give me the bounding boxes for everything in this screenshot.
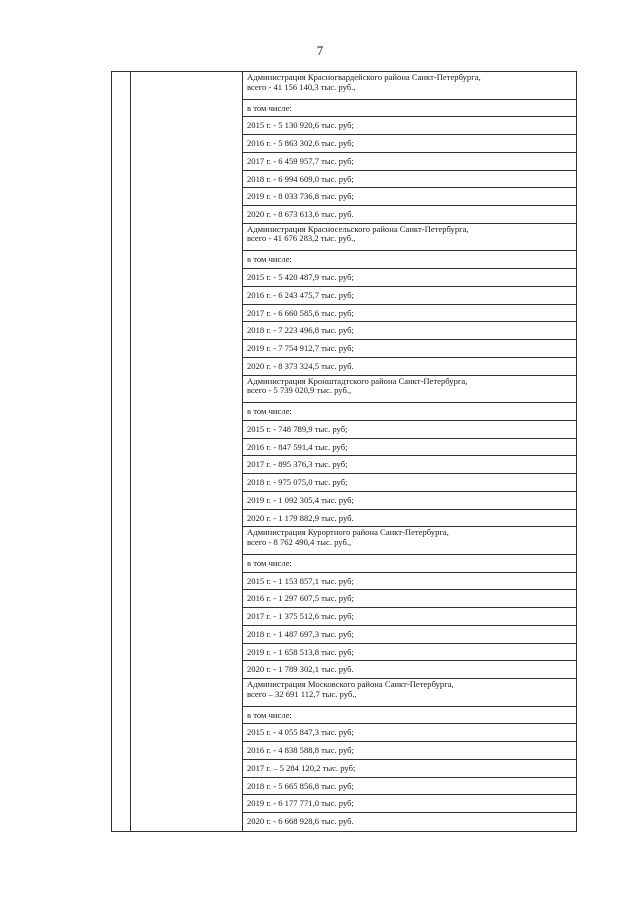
page-number: 7: [316, 43, 324, 58]
row-text: в том числе:: [247, 406, 292, 417]
table-row: [243, 421, 576, 439]
table-row: [243, 707, 576, 725]
table-rows: [243, 72, 576, 831]
row-text: в том числе:: [247, 557, 292, 568]
row-text: 2019 г. - 6 177 771,0 тыс. руб;: [247, 798, 354, 809]
table-row: [243, 403, 576, 421]
table-row: [243, 795, 576, 813]
row-text: 2015 г. - 5 420 487,9 тыс. руб;: [247, 272, 354, 283]
table-row: [243, 358, 576, 376]
row-text: 2018 г. - 7 223 496,8 тыс. руб;: [247, 325, 354, 336]
row-text: Администрация Московского района Санкт-Петербурга,: [247, 679, 454, 690]
row-text: всего - 8 762 490,4 тыс. руб.,: [247, 536, 352, 547]
table-row: [243, 555, 576, 573]
row-text: 2017 г. - 6 459 957,7 тыс. руб;: [247, 155, 354, 166]
row-text: 2018 г. - 975 075,0 тыс. руб;: [247, 477, 348, 488]
row-text: Администрация Красносельского района Санкт-Петербурга,: [247, 223, 469, 234]
table-row-heading: [243, 376, 576, 404]
table-row: [243, 813, 576, 831]
table-row: [243, 287, 576, 305]
table-row: [243, 626, 576, 644]
table-row-heading: [243, 527, 576, 555]
row-text: 2017 г. - 1 375 512,6 тыс. руб;: [247, 611, 354, 622]
row-text: всего - 5 739 020,9 тыс. руб.,: [247, 385, 352, 396]
row-text: всего - 41 156 140,3 тыс. руб.,: [247, 81, 356, 92]
row-text: 2020 г. - 8 373 324,5 тыс. руб.: [247, 360, 354, 371]
table-row: [243, 135, 576, 153]
table-row: [243, 188, 576, 206]
column-divider-1: [130, 72, 131, 831]
row-text: Администрация Курортного района Санкт-Петербурга,: [247, 527, 449, 538]
row-text: 2015 г. - 5 130 920,6 тыс. руб;: [247, 120, 354, 131]
table-row-heading: [243, 72, 576, 100]
table-row: [243, 590, 576, 608]
row-text: Администрация Кронштадтского района Санкт-Петербурга,: [247, 375, 468, 386]
row-text: в том числе:: [247, 709, 292, 720]
row-text: 2020 г. - 6 668 928,6 тыс. руб.: [247, 816, 354, 827]
table-row: [243, 644, 576, 662]
row-text: в том числе:: [247, 102, 292, 113]
table-row: [243, 171, 576, 189]
table-row: [243, 778, 576, 796]
table-row: [243, 206, 576, 224]
row-text: всего - 41 676 283,2 тыс. руб.,: [247, 233, 356, 244]
row-text: Администрация Красногвардейского района Санкт-Петербурга,: [247, 72, 481, 82]
row-text: 2015 г. - 1 153 857,1 тыс. руб;: [247, 575, 354, 586]
row-text: в том числе:: [247, 254, 292, 265]
table-row: [243, 492, 576, 510]
row-text: 2019 г. - 7 754 912,7 тыс. руб;: [247, 343, 354, 354]
row-text: 2020 г. - 1 179 882,9 тыс. руб.: [247, 512, 354, 523]
row-text: 2017 г. - 895 376,3 тыс. руб;: [247, 459, 348, 470]
row-text: 2017 г. - 6 660 585,6 тыс. руб;: [247, 307, 354, 318]
table-row: [243, 760, 576, 778]
table-row: [243, 153, 576, 171]
row-text: 2016 г. - 1 297 607,5 тыс. руб;: [247, 593, 354, 604]
row-text: 2016 г. - 6 243 475,7 тыс. руб;: [247, 289, 354, 300]
table-row-heading: [243, 224, 576, 252]
row-text: 2019 г. - 8 033 736,8 тыс. руб;: [247, 191, 354, 202]
row-text: 2016 г. - 5 863 302,6 тыс. руб;: [247, 138, 354, 149]
table-row: [243, 340, 576, 358]
funding-table: [111, 71, 577, 832]
table-row: [243, 573, 576, 591]
row-text: 2019 г. - 1 658 513,8 тыс. руб;: [247, 646, 354, 657]
row-text: 2020 г. - 1 789 302,1 тыс. руб.: [247, 664, 354, 675]
table-row: [243, 724, 576, 742]
table-row: [243, 100, 576, 118]
row-text: 2018 г. - 5 665 856,8 тыс. руб;: [247, 780, 354, 791]
table-row: [243, 474, 576, 492]
table-row: [243, 269, 576, 287]
table-row: [243, 510, 576, 528]
table-row: [243, 661, 576, 679]
row-text: 2016 г. - 847 591,4 тыс. руб;: [247, 441, 348, 452]
table-row: [243, 608, 576, 626]
table-row-heading: [243, 679, 576, 707]
row-text: 2018 г. - 6 994 609,0 тыс. руб;: [247, 173, 354, 184]
table-row: [243, 305, 576, 323]
table-row: [243, 439, 576, 457]
row-text: 2019 г. - 1 092 305,4 тыс. руб;: [247, 494, 354, 505]
row-text: 2020 г. - 8 673 613,6 тыс. руб.: [247, 209, 354, 220]
table-row: [243, 251, 576, 269]
row-text: всего – 32 691 112,7 тыс. руб.,: [247, 688, 357, 699]
table-row: [243, 117, 576, 135]
row-text: 2018 г. - 1 487 697,3 тыс. руб;: [247, 628, 354, 639]
row-text: 2017 г. – 5 284 120,2 тыс. руб;: [247, 762, 356, 773]
row-text: 2015 г. - 748 789,9 тыс. руб;: [247, 423, 348, 434]
table-row: [243, 456, 576, 474]
table-row: [243, 742, 576, 760]
row-text: 2015 г. - 4 055 847,3 тыс. руб;: [247, 727, 354, 738]
table-row: [243, 322, 576, 340]
row-text: 2016 г. - 4 838 588,8 тыс. руб;: [247, 745, 354, 756]
